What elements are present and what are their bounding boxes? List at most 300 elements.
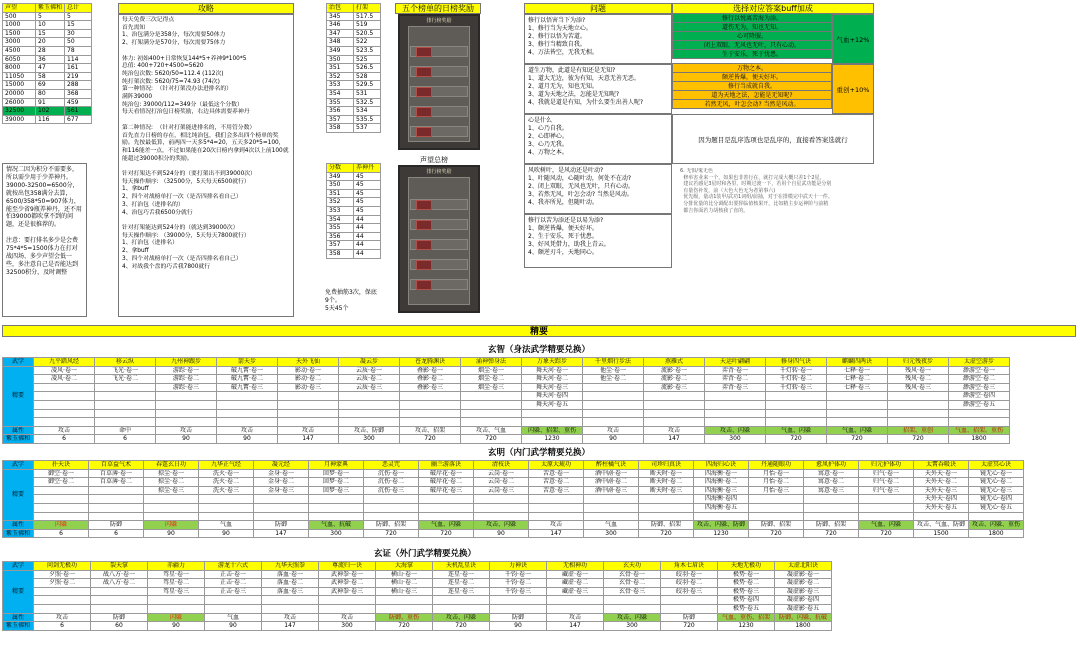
chapter-cell: 云岗·卷二 [474,478,529,487]
table-cell: 69 [36,81,65,90]
chapter-row [3,570,832,579]
row-label: 紫玉佛和 [3,529,34,538]
chapter-cell [859,503,914,512]
skill-name-row [3,562,832,571]
question-3: 心是什么 1、心乃自我。 2、心即禅心。 3、心乃无我。 4、万物之本。 [524,114,672,164]
chapter-cell: 苦意·卷一 [529,469,584,478]
total-rank-title: 声望总榜 [420,156,448,164]
attr-cell: 气血、招架、重伤 [949,426,1010,435]
table-cell: 44 [354,224,381,233]
chapter-cell [705,400,766,409]
chapter-cell: 夕照·卷一 [34,570,91,579]
chapter-cell: 云岗·卷三 [474,486,529,495]
chapter-cell [144,495,199,504]
answer-option: 道为天地之法，怎能是无知呢? [672,90,832,100]
chapter-cell [400,409,461,418]
table-cell: 288 [65,81,92,90]
attr-cell: 防御 [91,613,148,622]
chapter-cell [339,409,400,418]
chapter-cell: 破岸花·卷三 [419,486,474,495]
table-cell: 354 [327,89,354,98]
table-cell: 349 [327,46,354,55]
chapter-cell [604,596,661,605]
table-row [3,55,92,64]
chapter-cell [461,392,522,401]
cost-cell: 90 [148,622,205,631]
chapter-cell: 天外天·卷一 [914,469,969,478]
chapter-cell [661,596,718,605]
chapter-cell: 落血·卷二 [262,579,319,588]
xuanming-table [2,460,1024,538]
table-cell: 5 [65,12,92,21]
table-row [327,172,381,181]
attr-cell: 攻击 [34,613,91,622]
chapter-cell [490,596,547,605]
attr-cell: 气血、闪躲 [419,521,474,530]
total-rank-screenshot [398,165,480,313]
table-cell: 355 [327,98,354,107]
attr-cell: 攻击、闪躲、重伤 [969,521,1024,530]
chapter-cell [319,604,376,613]
cost-cell: 1230 [718,622,775,631]
table-row [327,89,381,98]
table-cell: 44 [354,241,381,250]
table-row [3,21,92,30]
chapter-cell [766,392,827,401]
chapter-cell [766,418,827,427]
table-cell: 459 [65,98,92,107]
chapter-cell: 沉伤·卷二 [364,478,419,487]
chapter-cell [705,418,766,427]
skill-name: 九平踏风经 [34,358,95,367]
table-cell: 355 [327,224,354,233]
chapter-cell: 极势·卷三 [718,587,775,596]
chapter-cell: 天外天·卷三 [914,486,969,495]
attr-cell: 攻击、闪躲 [474,521,529,530]
cost-cell: 147 [644,435,705,444]
chapter-cell [34,486,89,495]
skill-name: 丹通随眼功 [749,461,804,470]
skill-name: 太霄吞吸诀 [914,461,969,470]
chapter-cell [91,596,148,605]
cost-cell: 720 [419,529,474,538]
chapter-cell: 天外天·卷二 [914,478,969,487]
chapter-cell: 流影·卷二 [644,375,705,384]
chapter-cell: 苦意·卷二 [529,478,584,487]
skill-name: 苍龙腾渊诀 [400,358,461,367]
chapter-cell [95,392,156,401]
chapter-cell: 寓意·卷三 [804,486,859,495]
attr-cell: 防御、招架 [804,521,859,530]
chapter-cell [644,409,705,418]
chapter-cell [309,503,364,512]
chapter-cell: 飞光·卷一 [95,366,156,375]
chapter-cell [705,392,766,401]
chapter-cell: 叠影·卷三 [400,383,461,392]
table-cell: 50 [65,38,92,47]
chapter-cell [644,418,705,427]
chapter-cell: 藏虚·卷一 [547,570,604,579]
chapter-cell [262,604,319,613]
chapter-cell [827,418,888,427]
chapter-cell [34,392,95,401]
table-cell: 161 [65,64,92,73]
chapter-cell [278,418,339,427]
attr-cell: 防御 [254,521,309,530]
chapter-row [3,596,832,605]
chapter-cell [278,409,339,418]
attr-cell: 防御 [490,613,547,622]
chapter-cell: 归气·卷三 [859,486,914,495]
row-label: 精要 [3,366,34,426]
chapter-cell: 掠尘·卷三 [144,486,199,495]
header-cell: 分数 [327,164,354,173]
chapter-cell: 回梦·卷二 [309,478,364,487]
chapter-cell [34,495,89,504]
skill-name: 箭天步 [217,358,278,367]
attr-cell: 攻击 [156,426,217,435]
chapter-cell [859,495,914,504]
chapter-cell: 金身·卷三 [254,486,309,495]
chapter-cell: 寓意·卷一 [804,469,859,478]
chapter-cell: 回梦·卷一 [309,469,364,478]
chapter-cell: 百草薄·卷二 [89,478,144,487]
chapter-cell: 正击·卷三 [205,587,262,596]
chapter-cell: 叠影·卷二 [400,375,461,384]
chapter-cell: 舞天河·卷二 [522,375,583,384]
table-row [327,215,381,224]
table-cell: 350 [327,181,354,190]
chapter-cell: 凝虚影·卷三 [775,587,832,596]
table-row [3,46,92,55]
skill-name: 裂天掌 [91,562,148,571]
chapter-cell [547,596,604,605]
chapter-cell: 流影·卷三 [644,383,705,392]
cost-cell: 300 [705,435,766,444]
header-cell: 打架 [354,4,381,13]
cost-cell: 6 [34,622,91,631]
cost-cell: 720 [888,435,949,444]
attr-cell: 气血 [584,521,639,530]
table-cell: 15000 [3,81,36,90]
skill-name: 千里烟行步法 [583,358,644,367]
chapter-cell [419,503,474,512]
chapter-cell [34,400,95,409]
skill-name: 玄天功 [604,562,661,571]
chapter-cell [95,418,156,427]
chapter-cell: 夕照·卷二 [34,579,91,588]
cost-cell: 720 [859,529,914,538]
chapter-cell: 镜无心·卷二 [969,478,1024,487]
table-cell: 28 [36,46,65,55]
skill-name: 凝元经 [254,461,309,470]
chapter-cell: 他尘·卷一 [583,366,644,375]
chapter-cell: 烟尘·卷二 [461,375,522,384]
question-1: 修行以悟害当下为添? 1、修行当为天地立心。 2、修行以悟为苦道。 3、修行当精致自我。 4、万法皆空，无我无相。 [524,14,672,64]
chapter-cell [490,604,547,613]
table-cell: 537 [354,124,381,133]
table-cell: 356 [327,232,354,241]
chapter-cell: 月怡·卷一 [749,469,804,478]
table-row [327,107,381,116]
chapter-cell [705,409,766,418]
chapter-cell [205,596,262,605]
row-label: 武学 [3,358,34,367]
table-cell: 358 [327,249,354,258]
chapter-cell [339,392,400,401]
chapter-cell [583,418,644,427]
answer-option: 生于安乐，死于忧患。 [672,49,832,59]
attr-cell: 闪躲 [144,521,199,530]
skill-name: 凝云步 [339,358,400,367]
cost-cell: 147 [547,622,604,631]
table-cell: 114 [65,55,92,64]
skill-name: 万象天踪步 [522,358,583,367]
chapter-cell: 烟尘·卷一 [461,366,522,375]
chapter-cell: 连星·卷三 [433,587,490,596]
skill-name: 尊流归一诀 [319,562,376,571]
chapter-cell [34,383,95,392]
table-cell: 352 [327,72,354,81]
skill-name: 归元残夜步 [888,358,949,367]
table-cell: 11050 [3,72,36,81]
chapter-cell [254,495,309,504]
table-cell: 357 [327,115,354,124]
table-row [327,55,381,64]
cost-cell: 147 [262,622,319,631]
chapter-cell [364,495,419,504]
table-cell: 91 [36,98,65,107]
attr-cell: 气血 [205,613,262,622]
attr-cell: 招架、重创 [888,426,949,435]
answer-option: 若然无风，叶怎会动? 当然是风动。 [672,99,832,109]
attr-cell: 防御、招架 [749,521,804,530]
attr-cell: 闪躲 [34,521,89,530]
chapter-cell: 七释·卷三 [827,383,888,392]
chapter-cell: 沉伤·卷三 [364,486,419,495]
table-row [327,98,381,107]
chapter-cell [339,418,400,427]
chapter-row [3,383,1010,392]
chapter-cell: 落血·卷三 [262,587,319,596]
chapter-cell: 洗火·卷二 [199,478,254,487]
table-cell: 528 [354,72,381,81]
attr-cell: 攻击、闪躲 [604,613,661,622]
chapter-cell: 游踪·卷二 [156,375,217,384]
chapter-cell [644,400,705,409]
daily-reward-screenshot [398,14,480,150]
cost-cell: 720 [400,435,461,444]
table-cell: 219 [65,72,92,81]
attr-cell: 攻击 [34,426,95,435]
cost-cell: 1800 [969,529,1024,538]
cost-cell: 720 [661,622,718,631]
table-row [327,232,381,241]
jingyao-title: 精要 [2,325,1076,337]
table-cell: 116 [36,115,65,124]
chapter-cell: 战八方·卷二 [91,579,148,588]
chapter-cell [804,512,859,521]
cost-cell: 720 [827,435,888,444]
chapter-cell: 苦意·卷三 [529,486,584,495]
attr-cell: 攻击、闪躲 [705,426,766,435]
chapter-cell: 渺游空·卷二 [949,375,1010,384]
chapter-cell [969,512,1024,521]
chapter-cell [888,392,949,401]
attr-cell: 气血、重伤、招架 [718,613,775,622]
table-cell: 531 [354,89,381,98]
table-cell: 358 [327,124,354,133]
table-cell: 523.5 [354,46,381,55]
chapter-row [3,503,1024,512]
chapter-cell [217,392,278,401]
chapter-cell: 镜无心·卷四 [969,495,1024,504]
chapter-row [3,579,832,588]
cost-cell: 720 [804,529,859,538]
table-header-row [327,4,381,13]
chapter-cell [95,400,156,409]
chapter-cell [89,486,144,495]
skill-name: 春霆玄日功 [144,461,199,470]
attr-cell: 攻击、闪躲、防御 [694,521,749,530]
chapter-cell: 舞天河·卷三 [522,383,583,392]
qa-question-header: 问题 [524,3,672,14]
skill-name: 九州神跟步 [156,358,217,367]
chapter-cell: 归气·卷二 [859,478,914,487]
table-cell: 345 [327,12,354,21]
table-cell: 534 [354,107,381,116]
cost-cell: 720 [376,622,433,631]
chapter-cell: 七释·卷二 [827,375,888,384]
chapter-cell [433,604,490,613]
chapter-cell [949,409,1010,418]
chapter-row [3,495,1024,504]
table-row [327,206,381,215]
chapter-cell: 镜无心·卷三 [969,486,1024,495]
free-draw-note: 免费抽筋3次，保底9个。 5天45个 [325,289,377,312]
chapter-cell [766,400,827,409]
chapter-cell [144,512,199,521]
attr-cell: 攻击 [262,613,319,622]
chapter-cell [827,400,888,409]
skill-name: 天机乱星诀 [433,562,490,571]
row-label: 属性 [3,521,34,530]
chapter-cell: 四海衡·卷二 [694,478,749,487]
table-cell: 348 [327,38,354,47]
table-cell: 102 [36,107,65,116]
chapter-cell: 残风·卷一 [888,366,949,375]
chapter-cell [461,418,522,427]
chapter-cell: 流影·卷一 [644,366,705,375]
chapter-cell: 渺游空·卷三 [949,383,1010,392]
attr-row [3,613,832,622]
xuanzhi-table [2,357,1010,444]
chapter-cell [639,503,694,512]
chapter-cell: 掠尘·卷一 [144,469,199,478]
chapter-row [3,400,1010,409]
cost-cell: 147 [278,435,339,444]
table-row [327,21,381,30]
table-cell: 529.5 [354,81,381,90]
chapter-cell: 渺游空·卷五 [949,400,1010,409]
chapter-cell [584,503,639,512]
chapter-cell: 正击·卷一 [205,570,262,579]
chapter-cell [217,409,278,418]
chapter-row [3,366,1010,375]
chapter-cell: 镜无心·卷五 [969,503,1024,512]
attr-cell: 闪躲、招架、重伤 [522,426,583,435]
chapter-cell: 酒中剧·卷一 [584,469,639,478]
table-row [327,64,381,73]
skill-name: 幽兰游落诀 [419,461,474,470]
score-pill-table [326,163,381,259]
chapter-cell: 舞天河·卷四 [522,392,583,401]
skill-name-row [3,461,1024,470]
chapter-cell: 金身·卷二 [254,478,309,487]
chapter-cell: 金身·卷一 [254,469,309,478]
row-label: 武学 [3,562,34,571]
answers-1 [672,14,832,59]
table-row [3,64,92,73]
xuanming-title: 玄明（内门武学精要兑换） [487,448,590,458]
chapter-cell: 皎羽·卷二 [661,579,718,588]
cost-cell: 1500 [914,529,969,538]
attr-cell: 攻击 [217,426,278,435]
header-cell: 紫玉佛和 [36,4,65,13]
table-cell: 20000 [3,89,36,98]
table-cell: 45 [354,206,381,215]
table-cell: 45 [354,198,381,207]
chapter-row [3,392,1010,401]
chapter-cell [584,512,639,521]
table-cell: 78 [65,46,92,55]
chapter-cell: 千钧·卷二 [490,579,547,588]
chapter-cell [34,512,89,521]
chapter-cell: 横山·卷一 [376,570,433,579]
chapter-cell: 驾星·卷一 [148,570,205,579]
chapter-cell: 酒中剧·卷二 [584,478,639,487]
table-cell: 520.5 [354,29,381,38]
chapter-cell: 武神拳·卷三 [319,587,376,596]
chapter-cell [156,400,217,409]
chapter-cell: 渺游空·卷一 [949,366,1010,375]
strategy-text: 每天免费三次记得点 首先需知 1、治包满分是358分，每次需要50体力 2、打架满分是570分，每次需要75体力 体力: 初始400+日常恢复144*5+养神9*100*5 总值: 400+720+4500=5620 纯治包次数: 5620/50=112.4 (112次) 纯打架次数: 5620/75=74.93 (74次) 第一种情况: （针对打架没办法进排名的） 满阵39000 纯治包: 39000/112=349分（最低这个分数） 每天看情况打治包日榜奖励，右边具体需要养神丹 第二种情况: （针对打架能进排名的，不用管分数） 首先直力日榜的存在，相比纯治包，我们会多出四个榜单的奖励。先按最低算，前两四一天多5*4=20，五天多20*5=100，和116能差一点，不过如果能在20次日榜内拿到4次以上前100就能超过39000积分的奖励。 针对打架达不到524分的（要打架出不到39000次） 每天操作顺序: （32500分，5天每天6500就行） 1、拿buff 2、四个对战榜单打一次（是否四排名看自己） 3、打治包（进排名的） 4、治包巧舌我6500分就行 针对打架能达到524分的（就达到39000次） 每天操作顺序: （39000分，5天每天7800就行） 1、打治包（进排名） 2、拿buff 3、四个对战榜单打一次（是否四排名看自己） 4、对战我个盘的巧舌我7800就行 [118,14,294,317]
table-row [327,198,381,207]
table-cell: 10 [36,21,65,30]
cost-cell: 720 [766,435,827,444]
chapter-cell: 回梦·卷三 [309,486,364,495]
chapter-cell: 破九霄·卷二 [217,375,278,384]
chapter-cell: 舞天河·卷五 [522,400,583,409]
table-cell: 32500 [3,107,36,116]
chapter-cell [949,418,1010,427]
table-cell: 356 [327,107,354,116]
skill-name: 无相神功 [547,562,604,571]
question-4: 风吹树叶，是风动还是叶动? 1、叶随风动，心随叶动，何处不在动? 2、闭上双眼，无风也无叶，只有心动。 3、若然无风，叶怎会动? 当然是风动。 4、我亦所见，但随叶动。 [524,164,672,214]
chapter-cell: 极势·卷一 [718,570,775,579]
table-cell: 39000 [3,115,36,124]
daily-reward-title: 五个榜单的日榜奖励 [395,3,481,14]
cost-cell: 90 [217,435,278,444]
answer-option: 修行以悦离苦海为添。 [672,13,832,23]
chapter-cell [217,418,278,427]
header-cell: 总计 [65,4,92,13]
chapter-cell: 云质·卷一 [339,366,400,375]
attr-cell: 攻击、防御 [339,426,400,435]
chapter-cell: 驾星·卷三 [148,587,205,596]
table-cell: 522 [354,38,381,47]
cost-cell: 90 [474,529,529,538]
